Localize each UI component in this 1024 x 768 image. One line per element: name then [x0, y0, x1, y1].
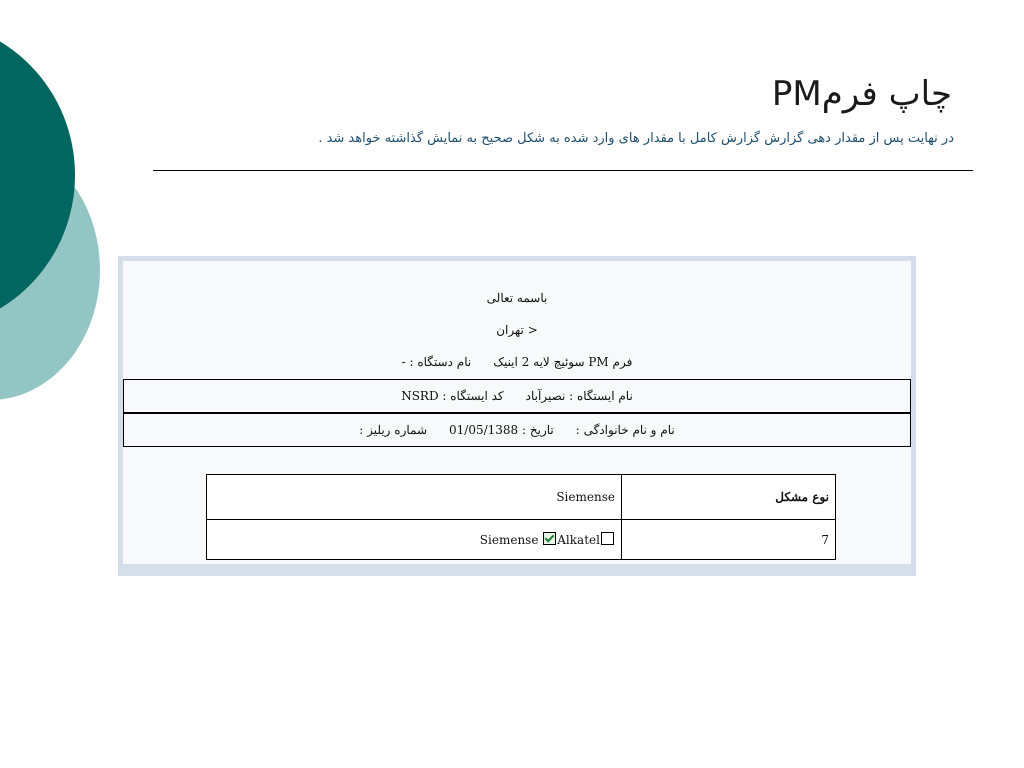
release-number: شماره ریلیز : — [359, 423, 428, 437]
device-name: نام دستگاه : - — [401, 355, 472, 369]
form-title: فرم PM سوئیچ لایه 2 اینیک — [493, 355, 633, 369]
form-title-line — [123, 355, 911, 369]
table-row — [207, 475, 836, 520]
title-divider — [153, 170, 973, 171]
station-name: نام ایستگاه : نصیرآباد — [525, 389, 633, 403]
slide-title: چاپ فرمPM — [771, 74, 952, 114]
form-date: تاریخ : 01/05/1388 — [449, 423, 554, 437]
siemense-checkbox[interactable] — [543, 532, 556, 545]
option-alkatel-label: Alkatel — [557, 533, 600, 547]
form-header-line1: باسمه تعالی — [486, 291, 548, 305]
slide-subtitle: در نهایت پس از مقدار دهی گزارش گزارش کامل با مقدار های وارد شده به شکل صحیح به نمایش گذاشته خواهد شد . — [318, 131, 954, 146]
problem-table — [206, 474, 836, 560]
problem-header-value: Siemense — [207, 475, 622, 520]
alkatel-checkbox[interactable] — [601, 532, 614, 545]
full-name: نام و نام خانوادگی : — [575, 423, 675, 437]
station-row — [123, 379, 911, 413]
form-screenshot — [118, 256, 916, 576]
problem-header-label: نوع مشکل — [621, 475, 835, 520]
option-siemense-label: Siemense — [479, 533, 539, 547]
station-code: کد ایستگاه : NSRD — [401, 389, 504, 403]
problem-row-value: 7 — [621, 520, 835, 560]
form-header-line2: < تهران — [496, 323, 538, 337]
form-page — [123, 261, 911, 564]
problem-options-cell — [207, 520, 622, 560]
person-row — [123, 413, 911, 447]
table-row — [207, 520, 836, 560]
